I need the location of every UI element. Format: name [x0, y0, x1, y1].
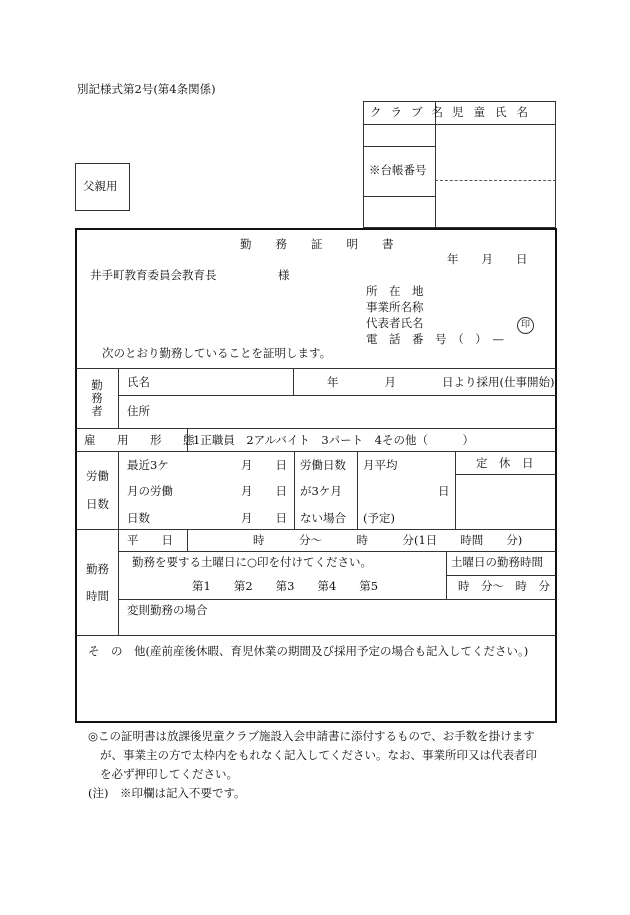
register-number-label: ※台帳番号 [369, 163, 427, 177]
irregular-work-field[interactable] [220, 601, 554, 633]
phone-label: 電 話 番 号 （ ） — [366, 332, 504, 346]
note-line-3: を必ず押印してください。 [100, 767, 238, 781]
month-day-row-3: 月 日 [241, 511, 287, 525]
note-line-1: ◎この証明書は放課後児童クラブ施設入会申請書に添付するもので、お手数を掛けます [88, 729, 535, 743]
form-id: 別記様式第2号(第4条関係) [77, 82, 216, 96]
saturday-hours-label: 土曜日の勤務時間 [451, 555, 543, 569]
work-hours-label-bottom: 時間 [86, 589, 109, 603]
addressee: 井手町教育委員会教育長 [90, 268, 217, 282]
no-days-line-2: が3ケ月 [300, 484, 342, 498]
holiday-label: 定 休 日 [476, 456, 534, 470]
representative-name-label: 代表者氏名 [366, 316, 424, 330]
child-name-header: 児童氏名 [452, 105, 538, 119]
weekday-time: 時 分〜 時 分(1日 時間 分) [253, 533, 523, 547]
day-unit: 日 [438, 484, 450, 498]
note-line-2: が、事業主の方で太枠内をもれなく記入してください。なお、事業所印又は代表者印 [100, 748, 537, 762]
other-text: そ の 他(産前産後休暇、育児休業の期間及び採用予定の場合も記入してください。) [88, 644, 529, 658]
monthly-average-label: 月平均 [363, 458, 398, 472]
employment-type-options: 1正職員 2アルバイト 3パート 4その他（ ） [193, 433, 474, 447]
recent-line-2: 月の労働 [127, 484, 173, 498]
employment-type-label: 雇 用 形 態 [84, 433, 200, 447]
worker-name-label: 氏名 [127, 375, 150, 389]
weekday-label: 平 日 [127, 533, 173, 547]
hire-date-text: 年 月 日より採用(仕事開始) [327, 375, 555, 389]
certify-text: 次のとおり勤務していることを証明します。 [102, 346, 332, 360]
saturday-note: 勤務を要する土曜日に○印を付けてください。 [132, 555, 373, 569]
worker-address-field[interactable] [160, 397, 550, 426]
club-name-header: クラブ名 [370, 105, 452, 119]
honorific: 様 [278, 268, 290, 282]
other-field[interactable] [80, 664, 552, 719]
recent-line-3: 日数 [127, 511, 150, 525]
holiday-field[interactable] [457, 476, 555, 528]
labor-days-label-top: 労働 [86, 469, 109, 483]
recent-line-1: 最近3ケ [127, 458, 169, 472]
irregular-work-label: 変則勤務の場合 [127, 603, 208, 617]
worker-name-field[interactable] [152, 369, 290, 394]
note-line-4: (注) ※印欄は記入不要です。 [88, 786, 246, 800]
month-day-row-1: 月 日 [241, 458, 287, 472]
planned-label: (予定) [363, 511, 395, 525]
location-label: 所 在 地 [366, 284, 424, 298]
worker-section-label: 勤務者 [91, 378, 103, 418]
labor-days-label-bottom: 日数 [86, 497, 109, 511]
seal-icon: 印 [517, 317, 534, 334]
saturday-weeks[interactable]: 第1 第2 第3 第4 第5 [192, 579, 379, 593]
club-name-field[interactable] [364, 125, 434, 145]
no-days-line-1: 労働日数 [300, 458, 346, 472]
no-days-line-3: ない場合 [300, 511, 346, 525]
date-line: 年 月 日 [447, 252, 528, 266]
work-hours-label-top: 勤務 [86, 562, 109, 576]
saturday-time: 時 分〜 時 分 [458, 579, 550, 593]
child-name-field[interactable] [436, 125, 555, 179]
certificate-title: 勤務証明書 [240, 237, 418, 251]
office-name-label: 事業所名称 [366, 300, 424, 314]
father-label: 父親用 [83, 179, 118, 193]
month-day-row-2: 月 日 [241, 484, 287, 498]
worker-address-label: 住所 [127, 404, 150, 418]
